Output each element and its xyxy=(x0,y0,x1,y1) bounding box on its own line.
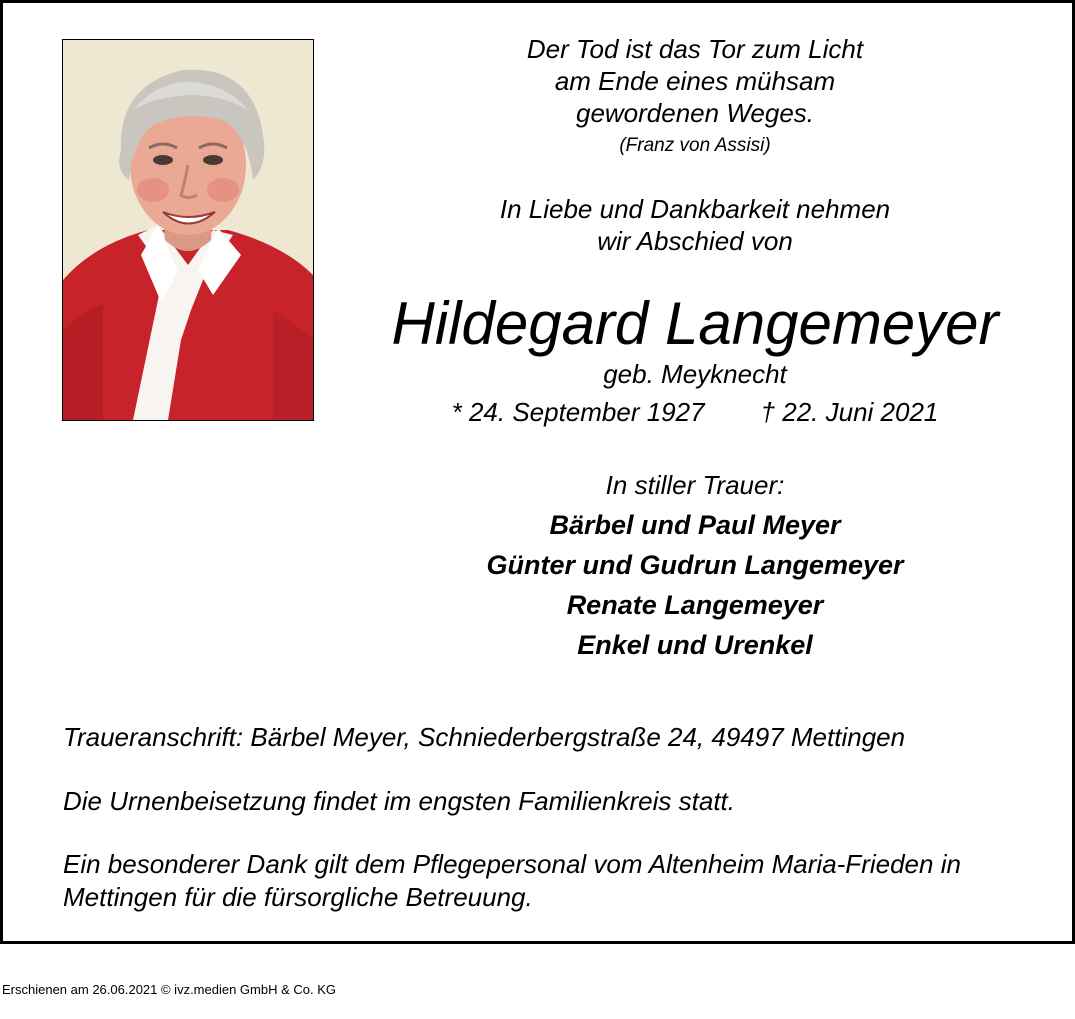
portrait-photo xyxy=(62,39,314,421)
life-dates xyxy=(330,396,1060,428)
thanks-notice xyxy=(63,848,1053,914)
quote-line-2: am Ende eines mühsam xyxy=(554,66,836,96)
burial-notice: Die Urnenbeisetzung findet im engsten Familienkreis statt. xyxy=(63,786,735,816)
thanks-line-1: Ein besonderer Dank gilt dem Pflegepersonal vom Altenheim Maria-Frieden in xyxy=(63,849,961,879)
mourner-name: Bärbel und Paul Meyer xyxy=(549,510,841,540)
mourners-list xyxy=(330,505,1060,665)
mourner-name: Günter und Gudrun Langemeyer xyxy=(486,550,904,580)
intro-block xyxy=(330,193,1060,257)
quote-block xyxy=(330,33,1060,163)
intro-line-1: In Liebe und Dankbarkeit nehmen xyxy=(499,194,891,224)
death-date: † 22. Juni 2021 xyxy=(760,397,939,427)
mourning-heading: In stiller Trauer: xyxy=(605,470,785,500)
quote-line-1: Der Tod ist das Tor zum Licht xyxy=(526,34,864,64)
thanks-line-2: Mettingen für die fürsorgliche Betreuung. xyxy=(63,882,533,912)
birth-date: * 24. September 1927 xyxy=(451,397,705,427)
publication-footer: Erschienen am 26.06.2021 © ivz.medien GmbH & Co. KG xyxy=(2,982,337,997)
mourner-name: Renate Langemeyer xyxy=(566,590,824,620)
mourner-name: Enkel und Urenkel xyxy=(577,630,813,660)
condolence-address: Traueranschrift: Bärbel Meyer, Schniederbergstraße 24, 49497 Mettingen xyxy=(63,722,906,752)
deceased-name: Hildegard Langemeyer xyxy=(391,290,999,357)
quote-author: (Franz von Assisi) xyxy=(619,135,771,156)
quote-line-3: gewordenen Weges. xyxy=(575,98,814,128)
intro-line-2: wir Abschied von xyxy=(597,226,793,256)
birth-name: geb. Meyknecht xyxy=(603,359,787,389)
